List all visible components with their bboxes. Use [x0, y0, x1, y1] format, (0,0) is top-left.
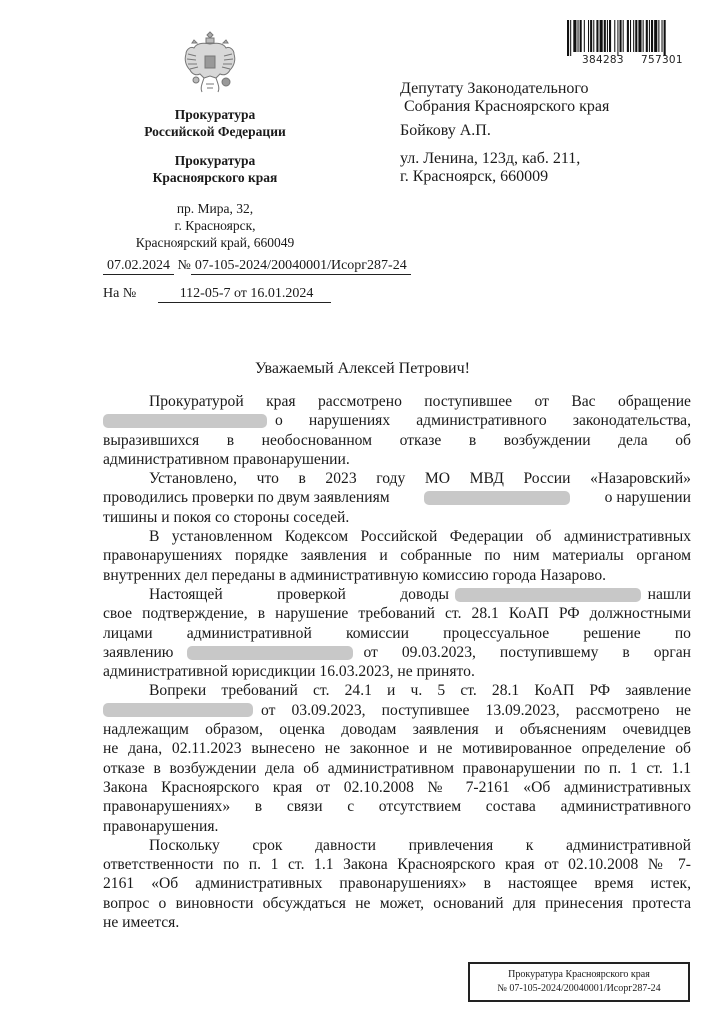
p6-line-1 [103, 836, 691, 855]
letter-body [103, 392, 691, 932]
redacted-name [103, 703, 253, 717]
word: административной [565, 836, 691, 854]
p4-line-5: административной юрисдикции 16.03.2023, не принято. [103, 663, 475, 681]
word: возбуждении [503, 431, 591, 449]
word: доводы [400, 585, 449, 603]
barcode-bar [593, 20, 594, 52]
p5-line-8: правонарушения. [103, 817, 219, 835]
barcode-bar [604, 20, 606, 52]
word: решение [583, 624, 641, 642]
word: требований [221, 682, 298, 700]
word: Вас [571, 393, 596, 410]
word: поступившее [424, 393, 513, 410]
word: с [347, 798, 355, 816]
word: 03.09.2023, [291, 701, 366, 719]
p5-line-3: надлежащим образом, оценка доводам заявления и объяснениям очевидцев [103, 721, 691, 739]
word: выразившихся [103, 431, 200, 449]
barcode-bar [649, 20, 650, 52]
word: в [254, 798, 263, 816]
barcode-left-digits: 384283 [582, 54, 624, 66]
redacted-name [187, 646, 353, 660]
barcode-bar [620, 20, 622, 52]
word: России [523, 470, 571, 488]
word: давности [315, 836, 376, 854]
recipient-title-line-2: Собрания Красноярского края [400, 98, 610, 115]
suborg-line-2: Красноярского края [152, 170, 278, 185]
word: году [376, 470, 406, 488]
greeting: Уважаемый Алексей Петрович! [255, 360, 470, 377]
word: административного [416, 412, 547, 430]
barcode-bar [573, 20, 576, 52]
p6-line-2: ответственности по п. 1 ст. 1.1 Закона Красноярского края от 02.10.2008 № 7- [103, 856, 691, 874]
word: ст. [460, 682, 477, 700]
word: 24.1 [344, 682, 372, 700]
word: законодательства, [572, 412, 691, 430]
word: рассмотрено [317, 393, 402, 410]
p4-line-2: свое подтверждение, в нарушение требований ст. 28.1 КоАП РФ должностными [103, 605, 691, 623]
word: края [266, 393, 296, 410]
org-line-1: Прокуратура [174, 107, 256, 122]
registration-number: 07-105-2024/20040001/Исорг287-24 [191, 258, 411, 275]
word: РФ [589, 682, 611, 700]
word: заявление [625, 682, 691, 700]
organization-address [110, 200, 320, 251]
word: в [226, 431, 235, 449]
word: ст. [313, 682, 330, 700]
p2-line-3: тишины и покоя со стороны соседей. [103, 508, 350, 526]
word: срок [252, 836, 283, 854]
registration-date: 07.02.2024 [103, 258, 174, 275]
word: 5 [437, 682, 446, 700]
word: «Назаровский» [590, 470, 691, 488]
russian-coat-of-arms-icon [180, 28, 240, 96]
barcode-bar [662, 20, 663, 52]
word: дела [618, 431, 648, 449]
word: лицами [103, 624, 153, 642]
p5-line-1 [103, 681, 691, 700]
word: что [256, 470, 279, 488]
recipient-title [400, 80, 609, 116]
redacted-name [455, 588, 641, 602]
p4-line-1 [103, 585, 691, 604]
word: в [622, 643, 630, 661]
p4-line-1-end: нашли [647, 585, 691, 603]
p5-line-7 [103, 797, 691, 816]
barcode-bar [584, 20, 585, 52]
recipient-address-line-1: ул. Ленина, 123д, каб. 211, [400, 150, 581, 167]
barcode [567, 20, 692, 56]
word: правонарушениях» [103, 798, 231, 816]
p4-line-1-text [149, 585, 449, 604]
word: КоАП [534, 682, 575, 700]
barcode-bar [609, 20, 611, 52]
stamp-line-1: Прокуратура Красноярского края [508, 969, 650, 980]
p1-line-3 [103, 431, 691, 450]
barcode-bar [651, 20, 653, 52]
sub-organization-name [110, 152, 320, 186]
p6-line-4: вопрос о виновности обсуждаться не может, оснований для принесения протеста [103, 894, 691, 912]
word: по [674, 624, 691, 642]
word: в [298, 470, 306, 488]
p1-line-4: административном правонарушении. [103, 450, 350, 468]
word: МО [424, 470, 450, 488]
redacted-name [103, 414, 267, 428]
barcode-bar [633, 20, 634, 52]
p2-line-2-text-a: проводились проверки по двум заявлениям [103, 489, 390, 507]
word: не [675, 701, 691, 719]
barcode-bar [646, 20, 648, 52]
recipient-name: Бойкову А.П. [400, 122, 491, 139]
p6-line-3: 2161 «Об административных правонарушениях» в настоящее время истек, [103, 875, 691, 893]
word: от [261, 701, 276, 719]
p1-line-1 [103, 392, 691, 411]
barcode-bar [588, 20, 589, 52]
barcode-bar [643, 20, 644, 52]
p2-line-1 [103, 469, 691, 488]
barcode-bar [664, 20, 666, 56]
barcode-bar [630, 20, 631, 52]
barcode-bar [607, 20, 608, 52]
word: от [363, 643, 378, 661]
word: рассмотрено [575, 701, 660, 719]
word: орган [653, 643, 691, 661]
p5-line-4: не дана, 02.11.2023 вынесено не законное и не мотивированное определение об [103, 740, 691, 758]
registration-number-sign: № [177, 258, 191, 273]
barcode-bar [627, 20, 629, 52]
barcode-bar [638, 20, 641, 52]
p2-line-2 [103, 488, 691, 507]
org-address-line-1: пр. Мира, 32, [176, 201, 254, 216]
p6-line-5: не имеется. [103, 914, 180, 932]
p1-line-2 [103, 411, 691, 430]
p1-line-2-text [275, 411, 691, 430]
word: 13.09.2023, [485, 701, 560, 719]
word: нарушениях [308, 412, 391, 430]
word: обращение [617, 393, 691, 410]
reference-value: 112-05-7 от 16.01.2024 [158, 286, 332, 303]
word: о [275, 412, 283, 430]
barcode-bar [614, 20, 615, 52]
word: 28.1 [491, 682, 520, 700]
p5-line-6: Закона Красноярского края от 02.10.2008 № 7-2161 «Об административных [103, 778, 691, 796]
barcode-bar [617, 20, 618, 56]
word: в [468, 431, 477, 449]
barcode-bar [635, 20, 637, 52]
registration-line [103, 258, 411, 275]
redacted-name [424, 491, 570, 505]
p4-line-4-text-a: заявлению [103, 643, 174, 661]
word: Установлено, [149, 470, 238, 488]
word: административной [186, 624, 312, 642]
reference-label: На № [103, 286, 137, 301]
barcode-bar [570, 20, 571, 56]
word: Прокуратурой [149, 393, 244, 410]
p3-line-3: внутренних дел переданы в административную комиссию города Назарово. [103, 566, 607, 584]
word: привлечения [408, 836, 494, 854]
word: административного [560, 798, 691, 816]
barcode-right-digits: 757301 [641, 54, 683, 66]
word: от [534, 393, 549, 410]
p3-line-1: В установленном Кодексом Российской Федерации об административных [149, 528, 691, 546]
word: Вопреки [149, 682, 207, 700]
word: состава [485, 798, 536, 816]
stamp-line-2: № 07-105-2024/20040001/Исорг287-24 [497, 983, 661, 994]
org-address-line-2: г. Красноярск, [174, 218, 256, 233]
word: об [675, 431, 691, 449]
p4-line-4-text-b [363, 643, 691, 662]
recipient-address [400, 150, 580, 186]
word: поступившему [499, 643, 599, 661]
barcode-bar [658, 20, 659, 52]
p3-line-2: правонарушениях порядке заявления и собранные по ним материалы органом [103, 547, 691, 565]
word: к [525, 836, 534, 854]
suborg-line-1: Прокуратура [174, 153, 256, 168]
p5-line-2-text [261, 701, 691, 720]
barcode-bar [600, 20, 603, 52]
word: Поскольку [149, 836, 220, 854]
word: и [387, 682, 396, 700]
word: комиссии [345, 624, 409, 642]
p4-line-4 [103, 643, 691, 662]
p5-line-2 [103, 701, 691, 720]
p2-line-2-text-b: о нарушении [604, 489, 691, 507]
barcode-bar [596, 20, 598, 52]
barcode-bar [580, 20, 582, 52]
word: отсутствием [378, 798, 462, 816]
word: отказе [399, 431, 442, 449]
word: Настоящей [149, 585, 223, 603]
recipient-address-line-2: г. Красноярск, 660009 [400, 168, 549, 185]
p5-line-5: отказе в возбуждении дела об административном правонарушении по п. 1 ст. 1.1 [103, 759, 691, 777]
barcode-bar [623, 20, 624, 52]
word: поступившее [381, 701, 470, 719]
reference-line [103, 286, 331, 303]
word: ч. [410, 682, 423, 700]
word: 2023 [325, 470, 357, 488]
barcode-bar [654, 20, 657, 52]
word: необоснованном [261, 431, 373, 449]
barcode-bar [567, 20, 569, 56]
barcode-bar [590, 20, 592, 52]
word: связи [286, 798, 323, 816]
word: проверкой [277, 585, 346, 603]
registration-stamp [468, 962, 690, 1002]
barcode-bar [578, 20, 579, 52]
org-line-2: Российской Федерации [144, 124, 286, 139]
p4-line-3 [103, 624, 691, 643]
word: процессуальное [443, 624, 550, 642]
recipient-title-line-1: Депутату Законодательного [400, 80, 589, 97]
word: 09.03.2023, [401, 643, 476, 661]
org-address-line-3: Красноярский край, 660049 [135, 235, 295, 250]
word: МВД [469, 470, 504, 488]
organization-name [110, 106, 320, 140]
